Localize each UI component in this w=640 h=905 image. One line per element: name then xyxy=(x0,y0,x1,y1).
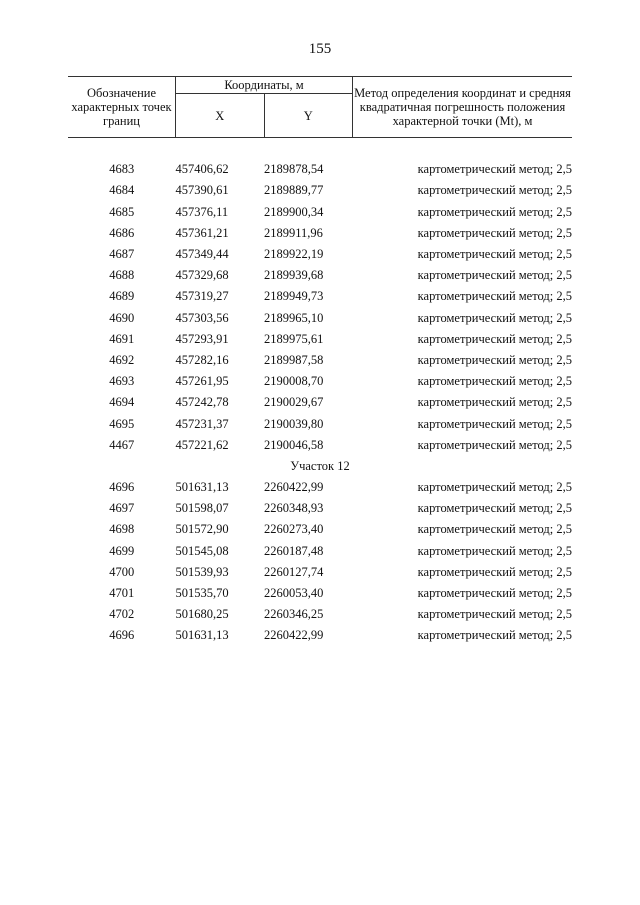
point-id: 4695 xyxy=(109,416,135,431)
point-id: 4690 xyxy=(109,310,135,325)
x-coordinate: 457221,62 xyxy=(175,437,229,452)
point-id: 4702 xyxy=(109,607,135,622)
method-cell: картометрический метод; 2,5 xyxy=(417,352,572,367)
x-coordinate: 457282,16 xyxy=(175,352,229,367)
point-id: 4696 xyxy=(109,628,135,643)
x-coordinate: 457390,61 xyxy=(175,183,229,198)
x-header: X xyxy=(176,94,265,138)
point-id: 4467 xyxy=(109,437,135,452)
method-cell: картометрический метод; 2,5 xyxy=(417,268,572,283)
x-coordinate: 501545,08 xyxy=(175,543,229,558)
table-row xyxy=(68,350,572,371)
section-row xyxy=(68,456,572,477)
table-row xyxy=(68,392,572,413)
table-row xyxy=(68,180,572,201)
point-id: 4694 xyxy=(109,395,135,410)
point-id: 4701 xyxy=(109,586,135,601)
table-row xyxy=(68,223,572,244)
x-coordinate: 501598,07 xyxy=(175,501,229,516)
y-coordinate: 2190029,67 xyxy=(264,395,324,410)
point-id: 4699 xyxy=(109,543,135,558)
method-cell: картометрический метод; 2,5 xyxy=(417,374,572,389)
table-row xyxy=(68,435,572,456)
method-cell: картометрический метод; 2,5 xyxy=(417,204,572,219)
x-coordinate: 457231,37 xyxy=(175,416,229,431)
table-row xyxy=(68,541,572,562)
point-id: 4685 xyxy=(109,204,135,219)
point-id: 4688 xyxy=(109,268,135,283)
table-row xyxy=(68,244,572,265)
coordinates-table xyxy=(68,76,572,647)
table-row xyxy=(68,265,572,286)
x-coordinate: 457329,68 xyxy=(175,268,229,283)
x-coordinate: 501535,70 xyxy=(175,586,229,601)
method-cell: картометрический метод; 2,5 xyxy=(417,564,572,579)
point-id: 4689 xyxy=(109,289,135,304)
point-id: 4697 xyxy=(109,501,135,516)
point-id: 4700 xyxy=(109,564,135,579)
x-coordinate: 501572,90 xyxy=(175,522,229,537)
y-coordinate: 2260422,99 xyxy=(264,480,324,495)
page-number: 155 xyxy=(308,41,332,57)
y-coordinate: 2189939,68 xyxy=(264,268,324,283)
y-coordinate: 2190039,80 xyxy=(264,416,324,431)
method-cell: картометрический метод; 2,5 xyxy=(417,543,572,558)
table-row xyxy=(68,625,572,646)
table-row xyxy=(68,604,572,625)
method-cell: картометрический метод; 2,5 xyxy=(417,416,572,431)
y-coordinate: 2189949,73 xyxy=(264,289,324,304)
x-coordinate: 457303,56 xyxy=(175,310,229,325)
table-row xyxy=(68,562,572,583)
method-header: Метод определения координат и средняя квадратичная погрешность положения характерной точки (Mt), м xyxy=(353,77,573,138)
x-coordinate: 457319,27 xyxy=(175,289,229,304)
y-coordinate: 2189975,61 xyxy=(264,331,324,346)
table-row xyxy=(68,329,572,350)
method-cell: картометрический метод; 2,5 xyxy=(417,607,572,622)
method-cell: картометрический метод; 2,5 xyxy=(417,162,572,177)
method-cell: картометрический метод; 2,5 xyxy=(417,310,572,325)
method-cell: картометрический метод; 2,5 xyxy=(417,289,572,304)
y-coordinate: 2260273,40 xyxy=(264,522,324,537)
table-body xyxy=(68,138,572,647)
x-coordinate: 457261,95 xyxy=(175,374,229,389)
x-coordinate: 457349,44 xyxy=(175,247,229,262)
y-coordinate: 2189911,96 xyxy=(264,225,323,240)
y-coordinate: 2189900,34 xyxy=(264,204,324,219)
coordinates-header: Координаты, м xyxy=(176,77,353,94)
point-id: 4691 xyxy=(109,331,135,346)
designation-header: Обозначение характерных точек границ xyxy=(68,77,176,138)
table-row xyxy=(68,371,572,392)
y-coordinate: 2190046,58 xyxy=(264,437,324,452)
x-coordinate: 501631,13 xyxy=(175,628,229,643)
table-row xyxy=(68,159,572,180)
y-coordinate: 2189965,10 xyxy=(264,310,324,325)
table-row xyxy=(68,583,572,604)
point-id: 4687 xyxy=(109,247,135,262)
point-id: 4686 xyxy=(109,225,135,240)
method-cell: картометрический метод; 2,5 xyxy=(417,501,572,516)
method-cell: картометрический метод; 2,5 xyxy=(417,480,572,495)
x-coordinate: 501631,13 xyxy=(175,480,229,495)
table-row xyxy=(68,202,572,223)
y-coordinate: 2260127,74 xyxy=(264,564,324,579)
x-coordinate: 457406,62 xyxy=(175,162,229,177)
y-header: Y xyxy=(264,94,353,138)
table-row xyxy=(68,286,572,307)
x-coordinate: 501680,25 xyxy=(175,607,229,622)
point-id: 4698 xyxy=(109,522,135,537)
point-id: 4696 xyxy=(109,480,135,495)
y-coordinate: 2260348,93 xyxy=(264,501,324,516)
point-id: 4684 xyxy=(109,183,135,198)
method-cell: картометрический метод; 2,5 xyxy=(417,183,572,198)
table-row xyxy=(68,519,572,540)
point-id: 4692 xyxy=(109,352,135,367)
table-row xyxy=(68,498,572,519)
y-coordinate: 2189987,58 xyxy=(264,352,324,367)
method-cell: картометрический метод; 2,5 xyxy=(417,586,572,601)
y-coordinate: 2189878,54 xyxy=(264,162,324,177)
y-coordinate: 2190008,70 xyxy=(264,374,324,389)
point-id: 4693 xyxy=(109,374,135,389)
method-cell: картометрический метод; 2,5 xyxy=(417,331,572,346)
point-id: 4683 xyxy=(109,162,135,177)
table-header xyxy=(68,77,572,138)
y-coordinate: 2260422,99 xyxy=(264,628,324,643)
y-coordinate: 2189922,19 xyxy=(264,247,324,262)
x-coordinate: 457376,11 xyxy=(175,204,229,219)
y-coordinate: 2260053,40 xyxy=(264,586,324,601)
y-coordinate: 2260346,25 xyxy=(264,607,324,622)
x-coordinate: 501539,93 xyxy=(175,564,229,579)
table-row xyxy=(68,477,572,498)
table-row xyxy=(68,308,572,329)
method-cell: картометрический метод; 2,5 xyxy=(417,628,572,643)
x-coordinate: 457293,91 xyxy=(175,331,229,346)
method-cell: картометрический метод; 2,5 xyxy=(417,437,572,452)
y-coordinate: 2260187,48 xyxy=(264,543,324,558)
table-row xyxy=(68,413,572,434)
method-cell: картометрический метод; 2,5 xyxy=(417,395,572,410)
method-cell: картометрический метод; 2,5 xyxy=(417,522,572,537)
x-coordinate: 457242,78 xyxy=(175,395,229,410)
section-title: Участок 12 xyxy=(290,458,350,473)
method-cell: картометрический метод; 2,5 xyxy=(417,225,572,240)
method-cell: картометрический метод; 2,5 xyxy=(417,247,572,262)
y-coordinate: 2189889,77 xyxy=(264,183,324,198)
x-coordinate: 457361,21 xyxy=(175,225,229,240)
